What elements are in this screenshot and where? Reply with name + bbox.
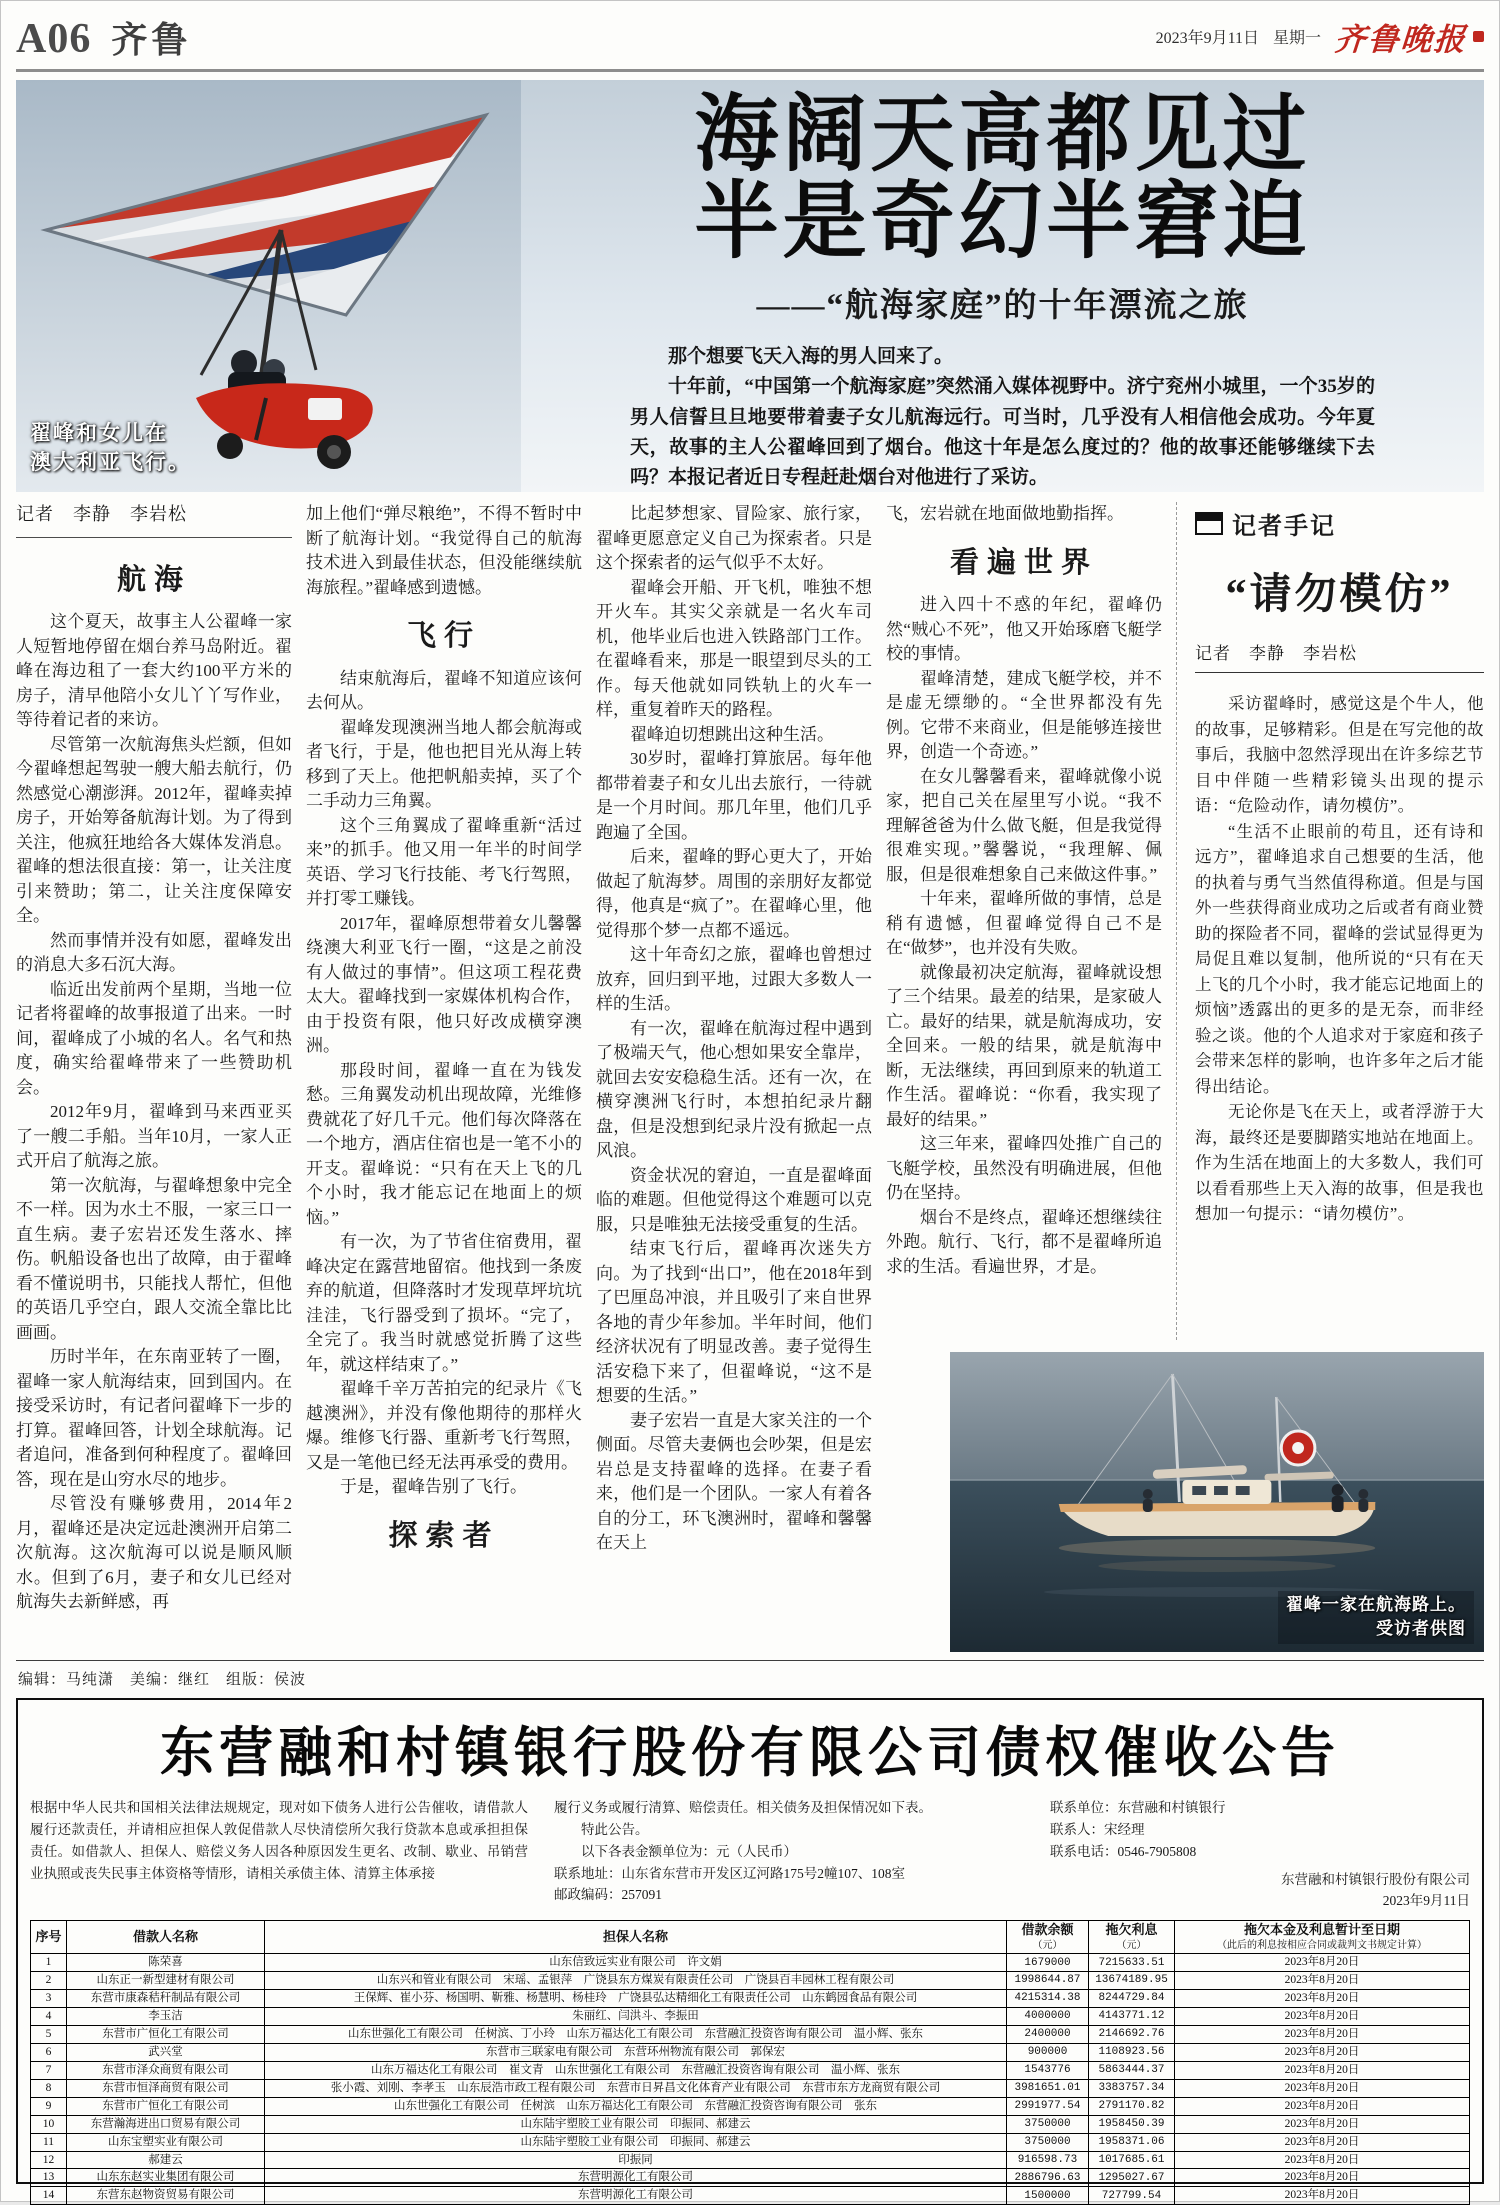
- balance-cell: 3750000: [1007, 2133, 1089, 2151]
- article-paragraph: 于是，翟峰告别了飞行。: [340, 1477, 527, 1496]
- date-cell: 2023年8月20日: [1175, 1954, 1470, 1972]
- sidebar-paragraph: “生活不止眼前的苟且，还有诗和远方”，翟峰追求自己想要的生活，他的执着与勇气当然值得称道。但是与国外一些获得商业成功之后或者有商业赞助的探险者不同，翟峰的尝试显得更为局促且难以复制，他所说的“只有在天上飞的几个小时，我才能忘记地面上的烦恼”透露出的更多的是无奈，而非经验之谈。他的个人追求对于家庭和孩子会带来怎样的影响，也许多年之后才能得出结论。: [1195, 821, 1484, 1096]
- balance-cell: 4000000: [1007, 2008, 1089, 2026]
- table-row: [31, 2008, 1470, 2026]
- borrower-cell: 山东宝塑实业有限公司: [67, 2133, 265, 2151]
- sail-caption-line2: 受访者供图: [1376, 1619, 1466, 1639]
- lead-block: [16, 80, 1484, 492]
- balance-cell: 1543776: [1007, 2061, 1089, 2079]
- section-heading: 探索者: [388, 1519, 500, 1552]
- article-paragraph: 翟峰会开船、开飞机，唯独不想开火车。其实父亲就是一名火车司机，他毕业后也进入铁路部门工作。在翟峰看来，那是一眼望到尽头的工作。每天他就如同铁轨上的火车一样，重复着昨天的路程。: [596, 577, 872, 719]
- date-cell: 2023年8月20日: [1175, 1990, 1470, 2008]
- article-paragraph: 这个三角翼成了翟峰重新“活过来”的抓手。他又用一年半的时间学英语、学习飞行技能、考飞行驾照，并打零工赚钱。: [306, 815, 582, 908]
- date-cell: 2023年8月20日: [1175, 2061, 1470, 2079]
- notice-signature-lines: [1050, 1869, 1470, 1913]
- article-column-4: [886, 502, 1162, 1340]
- interest-cell: 1108923.56: [1089, 2043, 1175, 2061]
- notice-line: 履行义务或履行清算、赔偿责任。相关债务及担保情况如下表。: [554, 1800, 932, 1815]
- interest-cell: 8244729.84: [1089, 1990, 1175, 2008]
- table-row: [31, 2187, 1470, 2205]
- date-cell: 2023年8月20日: [1175, 2043, 1470, 2061]
- article-paragraph: 妻子宏岩一直是大家关注的一个侧面。尽管夫妻俩也会吵架，但是宏岩总是支持翟峰的选择。在妻子看来，他们是一个团队。一家人有着各自的分工，环飞澳洲时，翟峰和馨馨在天上: [596, 1410, 872, 1552]
- borrower-cell: 东营市恒泽商贸有限公司: [67, 2079, 265, 2097]
- table-row: [31, 1972, 1470, 1990]
- article-paragraph: 然而事情并没有如愿，翟峰发出的消息大多石沉大海。: [16, 930, 292, 974]
- sidebar-byline: 记者 李静 李岩松: [1195, 639, 1484, 673]
- article-paragraph: 加上他们“弹尽粮绝”，不得不暂时中断了航海计划。“我觉得自己的航海技术进入到最佳状态，但没能继续航海旅程。”翟峰感到遗憾。: [306, 504, 582, 597]
- notebook-icon: [1195, 512, 1223, 535]
- notice-title: 东营融和村镇银行股份有限公司债权催收公告: [160, 1723, 1340, 1783]
- seq-cell: 7: [31, 2061, 67, 2079]
- date-cell: 2023年8月20日: [1175, 2079, 1470, 2097]
- article-byline: 记者 李静 李岩松: [16, 502, 292, 538]
- article-paragraph: 临近出发前两个星期，当地一位记者将翟峰的故事报道了出来。一时间，翟峰成了小城的名人。名气和热度，确实给翟峰带来了一些赞助机会。: [16, 979, 292, 1097]
- sail-caption-line1: 翟峰一家在航海路上。: [1286, 1594, 1466, 1614]
- article-paragraph: 后来，翟峰的野心更大了，开始做起了航海梦。周围的亲朋好友都觉得，他真是“疯了”。在翟峰心里，他觉得那个梦一点都不遥远。: [596, 847, 872, 940]
- article-paragraph: 翟峰千辛万苦拍完的纪录片《飞越澳洲》，并没有像他期待的那样火爆。维修飞行器、重新考飞行驾照，又是一笔他已经无法再承受的费用。: [306, 1379, 582, 1472]
- masthead-logo: 齐鲁晚报: [1333, 22, 1469, 57]
- sidebar-paragraph: 采访翟峰时，感觉这是个牛人，他的故事，足够精彩。但是在写完他的故事后，我脑中忽然浮现出在许多综艺节目中伴随一些精彩镜头出现的提示语：“危险动作，请勿模仿”。: [1195, 694, 1484, 815]
- borrower-cell: 山东东赵实业集团有限公司: [67, 2169, 265, 2187]
- sidebar-tag: [1195, 506, 1484, 541]
- article-paragraph: 在女儿馨馨看来，翟峰就像小说家，把自己关在屋里写小说。“我不理解爸爸为什么做飞艇，但是我觉得很难实现。”馨馨说，“我理解、佩服，但是很难想象自己来做这件事。”: [886, 766, 1162, 884]
- borrower-cell: 山东正一新型建材有限公司: [67, 1972, 265, 1990]
- interest-cell: 13674189.95: [1089, 1972, 1175, 1990]
- intro-paragraph: 十年前，“中国第一个航海家庭”突然涌入媒体视野中。济宁兖州小城里，一个35岁的男人信誓旦旦地要带着妻子女儿航海远行。可当时，几乎没有人相信他会成功。今年夏天，故事的主人公翟峰回到了烟台。他这十年是怎么度过的？他的故事还能够继续下去吗？本报记者近日专程赶赴烟台对他进行了采访。: [630, 376, 1375, 489]
- balance-cell: 2886796.63: [1007, 2169, 1089, 2187]
- interest-cell: 2791170.82: [1089, 2097, 1175, 2115]
- guarantor-cell: 东营明源化工有限公司: [265, 2187, 1007, 2205]
- interest-cell: 1017685.61: [1089, 2151, 1175, 2169]
- sailboat-photo: [950, 1352, 1484, 1652]
- article-paragraph: 烟台不是终点，翟峰还想继续往外跑。航行、飞行，都不是翟峰所追求的生活。看遍世界，才是。: [886, 1207, 1162, 1276]
- table-row: [31, 1990, 1470, 2008]
- table-row: [31, 2043, 1470, 2061]
- seq-cell: 5: [31, 2025, 67, 2043]
- borrower-cell: 东营东赵物资贸易有限公司: [67, 2187, 265, 2205]
- interest-cell: 727799.54: [1089, 2187, 1175, 2205]
- debt-collection-notice: [16, 1698, 1484, 2202]
- guarantor-cell: 山东陆宇塑胶工业有限公司 印振同、郝建云: [265, 2133, 1007, 2151]
- balance-cell: 1679000: [1007, 1954, 1089, 1972]
- guarantor-cell: 山东世强化工有限公司 任树滨、丁小玲 山东万福达化工有限公司 东营融汇投资咨询有限公司 温小辉、张东: [265, 2025, 1007, 2043]
- header-rule: [16, 69, 1484, 72]
- interest-cell: 1958450.39: [1089, 2115, 1175, 2133]
- table-column-header: 借款余额 （元）: [1007, 1921, 1089, 1954]
- article-paragraph: 这十年奇幻之旅，翟峰也曾想过放弃，回归到平地，过跟大多数人一样的生活。: [596, 945, 872, 1013]
- borrower-cell: 东营市泽众商贸有限公司: [67, 2061, 265, 2079]
- date-cell: 2023年8月20日: [1175, 2025, 1470, 2043]
- article-paragraph: 有一次，为了节省住宿费用，翟峰决定在露营地留宿。他找到一条废弃的航道，但降落时才发现草坪坑坑洼洼，飞行器受到了损坏。“完了，全完了。我当时就感觉折腾了这些年，就这样结束了。”: [306, 1232, 582, 1374]
- guarantor-cell: 山东万福达化工有限公司 崔文青 山东世强化工有限公司 东营融汇投资咨询有限公司 温小辉、张东: [265, 2061, 1007, 2079]
- sidebar-body: [1195, 691, 1484, 1227]
- section-heading: 看遍世界: [949, 546, 1098, 579]
- guarantor-cell: 东营明源化工有限公司: [265, 2169, 1007, 2187]
- date-cell: 2023年8月20日: [1175, 2169, 1470, 2187]
- balance-cell: 4215314.38: [1007, 1990, 1089, 2008]
- article-paragraph: 有一次，翟峰在航海过程中遇到了极端天气，他心想如果安全靠岸，就回去安安稳稳生活。还有一次，在横穿澳洲飞行时，本想拍纪录片翻盘，但是没想到纪录片没有掀起一点风浪。: [596, 1018, 872, 1160]
- table-row: [31, 2169, 1470, 2187]
- seq-cell: 13: [31, 2169, 67, 2187]
- article-paragraph: 2012年9月，翟峰到马来西亚买了一艘二手船。当年10月，一家人正式开启了航海之旅。: [16, 1102, 292, 1170]
- article-paragraph: 翟峰发现澳洲当地人都会航海或者飞行，于是，他也把目光从海上转移到了天上。他把帆船卖掉，买了个二手动力三角翼。: [306, 717, 582, 810]
- section-name: 齐鲁: [111, 20, 192, 60]
- table-row: [31, 2151, 1470, 2169]
- notice-line: 特此公告。: [581, 1821, 649, 1837]
- article-paragraph: 结束航海后，翟峰不知道应该何去何从。: [306, 668, 582, 712]
- article-column-1: [16, 502, 292, 1652]
- date-cell: 2023年8月20日: [1175, 1972, 1470, 1990]
- article-paragraph: 第一次航海，与翟峰想象中完全不一样。因为水土不服，一家三口一直生病。妻子宏岩还发生落水、摔伤。帆船设备也出了故障，由于翟峰看不懂说明书，只能找人帮忙，但他的英语几乎空白，跟人交流全靠比比画画。: [16, 1175, 292, 1342]
- balance-cell: 3750000: [1007, 2115, 1089, 2133]
- article-paragraph: 比起梦想家、冒险家、旅行家，翟峰更愿意定义自己为探索者。只是这个探索者的运气似乎不太好。: [596, 504, 872, 572]
- interest-cell: 3383757.34: [1089, 2079, 1175, 2097]
- seq-cell: 8: [31, 2079, 67, 2097]
- date-cell: 2023年8月20日: [1175, 2133, 1470, 2151]
- balance-cell: 916598.73: [1007, 2151, 1089, 2169]
- interest-cell: 4143771.12: [1089, 2008, 1175, 2026]
- borrower-cell: 陈荣喜: [67, 1954, 265, 1972]
- notice-contact-line: 联系单位：东营融和村镇银行: [1050, 1800, 1226, 1815]
- notice-paragraph-middle: [554, 1797, 1024, 1912]
- issue-date: 2023年9月11日: [1155, 30, 1259, 47]
- borrower-cell: 东营市广恒化工有限公司: [67, 2025, 265, 2043]
- interest-cell: 7215633.51: [1089, 1954, 1175, 1972]
- seq-cell: 9: [31, 2097, 67, 2115]
- article-paragraph: 进入四十不惑的年纪，翟峰仍然“贼心不死”，他又开始琢磨飞艇学校的事情。: [886, 595, 1162, 663]
- interest-cell: 5863444.37: [1089, 2061, 1175, 2079]
- seq-cell: 6: [31, 2043, 67, 2061]
- notice-contact-line: 联系人：宋经理: [1050, 1821, 1145, 1837]
- article-paragraph: 30岁时，翟峰打算旅居。每年他都带着妻子和女儿出去旅行，一待就是一个月时间。那几年里，他们几乎跑遍了全国。: [596, 749, 872, 842]
- article-paragraph: 十年来，翟峰所做的事情，总是稍有遗憾，但翟峰觉得自己不是在“做梦”，也并没有失败。: [886, 889, 1162, 957]
- article-column-3: [596, 502, 872, 1652]
- guarantor-cell: 山东兴和管业有限公司 宋瑶、孟银萍 广饶县东方煤炭有限责任公司 广饶县百丰园林工程有限公司: [265, 1972, 1007, 1990]
- table-column-header: 拖欠利息 （元）: [1089, 1921, 1175, 1954]
- sailboat-photo-caption: [1278, 1591, 1474, 1644]
- table-column-header: 担保人名称: [265, 1921, 1007, 1954]
- balance-cell: 2991977.54: [1007, 2097, 1089, 2115]
- date-cell: 2023年8月20日: [1175, 2187, 1470, 2205]
- seq-cell: 10: [31, 2115, 67, 2133]
- balance-cell: 2400000: [1007, 2025, 1089, 2043]
- date-cell: 2023年8月20日: [1175, 2097, 1470, 2115]
- lead-caption-line2: 澳大利亚飞行。: [30, 449, 191, 474]
- guarantor-cell: 张小霞、刘刚、李孝玉 山东辰浩市政工程有限公司 东营市日昇昌文化体育产业有限公司 东营市东方龙商贸有限公司: [265, 2079, 1007, 2097]
- article-right-zone: [886, 502, 1484, 1652]
- borrower-cell: 郝建云: [67, 2151, 265, 2169]
- notice-signature-line: 2023年9月11日: [1382, 1893, 1470, 1909]
- interest-cell: 2146692.76: [1089, 2025, 1175, 2043]
- sidebar-title: “请勿模仿”: [1225, 572, 1454, 618]
- table-row: [31, 2133, 1470, 2151]
- guarantor-cell: 东营市三联家电有限公司 东营环州物流有限公司 郭保宏: [265, 2043, 1007, 2061]
- debtor-table-header: [31, 1921, 1470, 1954]
- article-paragraph: 翟峰迫切想跳出这种生活。: [630, 724, 834, 744]
- notice-contact-block: [1050, 1797, 1470, 1912]
- section-heading: 飞行: [406, 620, 481, 652]
- borrower-cell: 东营瀚海进出口贸易有限公司: [67, 2115, 265, 2133]
- article-paragraph: 2017年，翟峰原想带着女儿馨馨绕澳大利亚飞行一圈，“这是之前没有人做过的事情”。但这项工程花费太大。翟峰找到一家媒体机构合作，由于投资有限，他只好改成横穿澳洲。: [306, 913, 582, 1055]
- editors-line: 编辑：马纯潇 美编：继红 组版：侯波: [18, 1672, 307, 1688]
- notice-line: 以下各表金额单位为：元（人民币）: [581, 1843, 797, 1859]
- table-row: [31, 1954, 1470, 1972]
- article-paragraph: 这个夏天，故事主人公翟峰一家人短暂地停留在烟台养马岛附近。翟峰在海边租了一套大约100平方米的房子，清早他陪小女儿丫丫写作业，等待着记者的来访。: [16, 612, 292, 729]
- headline-area: [521, 80, 1484, 492]
- notice-line: 联系地址：山东省东营市开发区辽河路175号2幢107、108室: [554, 1865, 905, 1881]
- guarantor-cell: 印振同: [265, 2151, 1007, 2169]
- seq-cell: 11: [31, 2133, 67, 2151]
- balance-cell: 3981651.01: [1007, 2079, 1089, 2097]
- seq-cell: 4: [31, 2008, 67, 2026]
- article-paragraph: 那段时间，翟峰一直在为钱发愁。三角翼发动机出现故障，光维修费就花了好几千元。他们每次降落在一个地方，酒店住宿也是一笔不小的开支。翟峰说：“只有在天上飞的几个小时，我才能忘记在地面上的烦恼。”: [306, 1060, 582, 1227]
- article-paragraph: 历时半年，在东南亚转了一圈，翟峰一家人航海结束，回到国内。在接受采访时，有记者问翟峰下一步的打算。翟峰回答，计划全球航海。记者追问，准备到何种程度了。翟峰回答，现在是山穷水尽的地步。: [16, 1347, 292, 1489]
- guarantor-cell: 王保辉、崔小芬、杨国明、靳雅、杨慧明、杨桂玲 广饶县弘达精细化工有限责任公司 山东鹤园食品有限公司: [265, 1990, 1007, 2008]
- intro-paragraph: 那个想要飞天入海的男人回来了。: [668, 345, 954, 367]
- notice-contact-lines: [1050, 1797, 1470, 1863]
- table-row: [31, 2115, 1470, 2133]
- reporter-notes-sidebar: [1176, 502, 1484, 1340]
- notice-signature-line: 东营融和村镇银行股份有限公司: [1281, 1871, 1470, 1887]
- seq-cell: 2: [31, 1972, 67, 1990]
- guarantor-cell: 山东陆宇塑胶工业有限公司 印振同、郝建云: [265, 2115, 1007, 2133]
- article-paragraph: 翟峰清楚，建成飞艇学校，并不是虚无缥缈的。“全世界都没有先例。它带不来商业，但是能够连接世界，创造一个奇迹。”: [886, 668, 1162, 761]
- notice-paragraph-left: 根据中华人民共和国相关法律法规规定，现对如下债务人进行公告催收，请借款人履行还款责任，并请相应担保人敦促借款人尽快清偿所欠我行贷款本息或承担担保责任。如借款人、担保人、赔偿义务人因各种原因发生更名、改制、歇业、吊销营业执照或丧失民事主体资格等情形，请相关承债主体、清算主体承接: [30, 1800, 528, 1881]
- lead-caption-line1: 翟峰和女儿在: [30, 421, 168, 446]
- table-row: [31, 2025, 1470, 2043]
- date-cell: 2023年8月20日: [1175, 2151, 1470, 2169]
- date-cell: 2023年8月20日: [1175, 2115, 1470, 2133]
- seq-cell: 14: [31, 2187, 67, 2205]
- interest-cell: 1295027.67: [1089, 2169, 1175, 2187]
- balance-cell: 900000: [1007, 2043, 1089, 2061]
- table-row: [31, 2079, 1470, 2097]
- notice-line: 邮政编码：257091: [554, 1887, 662, 1903]
- interest-cell: 1958371.06: [1089, 2133, 1175, 2151]
- article-column-2: [306, 502, 582, 1652]
- sidebar-tag-label: 记者手记: [1232, 514, 1336, 540]
- table-column-header: 序号: [31, 1921, 67, 1954]
- page-number: A06: [16, 16, 92, 62]
- sub-headline: ——“航海家庭”的十年漂流之旅: [756, 287, 1249, 324]
- masthead-seal-icon: [1473, 31, 1484, 42]
- article-paragraph: 飞，宏岩就在地面做地勤指挥。: [886, 504, 1124, 523]
- article-paragraph: 尽管没有赚够费用，2014年2月，翟峰还是决定远赴澳洲开启第二次航海。这次航海可以说是顺风顺水。但到了6月，妻子和女儿已经对航海失去新鲜感，再: [16, 1494, 292, 1611]
- notice-contact-line: 联系电话：0546-7905808: [1050, 1843, 1197, 1859]
- article-paragraph: 资金状况的窘迫，一直是翟峰面临的难题。但他觉得这个难题可以克服，只是唯独无法接受重复的生活。: [596, 1165, 872, 1234]
- sidebar-paragraph: 无论你是飞在天上，或者浮游于大海，最终还是要脚踏实地站在地面上。作为生活在地面上的大多数人，我们可以看看那些上天入海的故事，但是我也想加一句提示：“请勿模仿”。: [1195, 1102, 1484, 1223]
- page-header: [16, 13, 1484, 63]
- borrower-cell: 东营市康森秸秆制品有限公司: [67, 1990, 265, 2008]
- guarantor-cell: 山东信致远实业有限公司 许文娟: [265, 1954, 1007, 1972]
- debtor-table: [30, 1920, 1470, 2205]
- section-heading: 航海: [116, 563, 191, 596]
- lead-intro: [630, 342, 1375, 494]
- article-paragraph: 结束飞行后，翟峰再次迷失方向。为了找到“出口”，他在2018年到了巴厘岛冲浪，并且吸引了来自世界各地的青少年参加。半年时间，他们经济状况有了明显改善。妻子觉得生活安稳下来了，但翟峰说，“这不是想要的生活。”: [596, 1239, 872, 1405]
- borrower-cell: 东营市广恒化工有限公司: [67, 2097, 265, 2115]
- table-row: [31, 2061, 1470, 2079]
- borrower-cell: 武兴堂: [67, 2043, 265, 2061]
- main-headline-line1: 海阔天高都见过: [694, 89, 1311, 182]
- article-paragraph: 这三年来，翟峰四处推广自己的飞艇学校，虽然没有明确进展，但他仍在坚持。: [886, 1134, 1162, 1202]
- seq-cell: 1: [31, 1954, 67, 1972]
- guarantor-cell: 山东世强化工有限公司 任树滨 山东万福达化工有限公司 东营融汇投资咨询有限公司 张东: [265, 2097, 1007, 2115]
- date-cell: 2023年8月20日: [1175, 2008, 1470, 2026]
- main-headline-line2: 半是奇幻半窘迫: [694, 176, 1311, 270]
- balance-cell: 1500000: [1007, 2187, 1089, 2205]
- trike-photo: [16, 80, 521, 492]
- lead-photo-caption: [30, 419, 191, 476]
- borrower-cell: 李玉洁: [67, 2008, 265, 2026]
- table-column-header: 借款人名称: [67, 1921, 265, 1954]
- article-paragraph: 就像最初决定航海，翟峰就设想了三个结果。最差的结果，是家破人亡。最好的结果，就是航海成功，安全回来。一般的结果，就是航海中断，无法继续，再回到原来的轨道工作生活。翟峰说：“你看，我实现了最好的结果。”: [886, 962, 1162, 1129]
- article-body: [16, 502, 1484, 1652]
- table-row: [31, 2097, 1470, 2115]
- seq-cell: 12: [31, 2151, 67, 2169]
- article-paragraph: 尽管第一次航海焦头烂额，但如今翟峰想起驾驶一艘大船去航行，仍然感觉心潮澎湃。2012年，翟峰卖掉房子，开始筹备航海计划。为了得到关注，他疯狂地给各大媒体发消息。翟峰的想法很直接：第一，让关注度引来赞助；第二，让关注度保障安全。: [16, 734, 292, 925]
- guarantor-cell: 朱丽红、闫洪斗、李振田: [265, 2008, 1007, 2026]
- balance-cell: 1998644.87: [1007, 1972, 1089, 1990]
- table-column-header: 拖欠本金及利息暂计至日期 （此后的利息按相应合同或裁判文书规定计算）: [1175, 1921, 1470, 1954]
- issue-weekday: 星期一: [1272, 30, 1321, 47]
- seq-cell: 3: [31, 1990, 67, 2008]
